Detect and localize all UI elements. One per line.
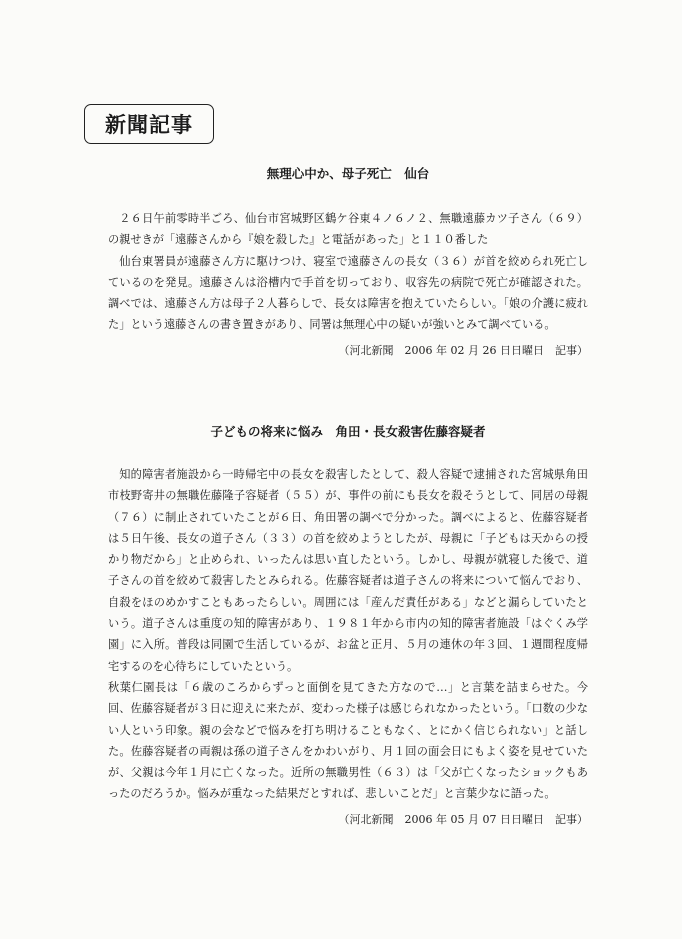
section-heading: 新聞記事 [84,104,214,144]
article-1-paragraph: ２６日午前零時半ごろ、仙台市宮城野区鶴ケ谷東４ノ６ノ２、無職遠藤カツ子さん（６９）の親せきが「遠藤さんから『娘を殺した』と電話があった」と１１０番した [108,212,588,247]
article-2 [108,422,588,827]
article-1-paragraph: 仙台東署員が遠藤さん方に駆けつけ、寝室で遠藤さんの長女（３６）が首を絞められ死亡しているのを発見。遠藤さんは浴槽内で手首を切っており、収容先の病院で死亡が確認された。調べでは、遠藤さん方は母子２人暮らしで、長女は障害を抱えていたらしい。「娘の介護に疲れた」という遠藤さんの書き置きがあり、同署は無理心中の疑いが強いとみて調べている。 [108,254,588,332]
article-1-credit: （河北新聞 2006 年 02 月 26 日日曜日 記事） [338,343,588,357]
article-2-paragraph: 知的障害者施設から一時帰宅中の長女を殺害したとして、殺人容疑で逮捕された宮城県角田市枝野寄井の無職佐藤隆子容疑者（５５）が、事件の前にも長女を殺そうとして、同居の母親（７６）に制止されていたことが６日、角田署の調べで分かった。調べによると、佐藤容疑者は５日午後、長女の道子さん（３３）の首を絞めようとしたが、母親に「子どもは天からの授かり物だから」と止められ、いったんは思い直したという。しかし、母親が就寝した後で、道子さんの首を絞めて殺害したとみられる。佐藤容疑者は道子さんの将来について悩んでおり、自殺をほのめかすこともあったらしい。周囲には「産んだ責任がある」などと漏らしていたという。道子さんは重度の知的障害があり、１９８１年から市内の知的障害者施設「はぐくみ学園」に入所。普段は同園で生活しているが、お盆と正月、５月の連休の年３回、１週間程度帰宅するのを心待ちにしていたという。 [108,468,588,673]
article-2-title: 子どもの将来に悩み 角田・長女殺害佐藤容疑者 [210,424,486,439]
article-2-paragraph: 秋葉仁園長は「６歳のころからずっと面倒を見てきた方なので…」と言葉を詰まらせた。今回、佐藤容疑者が３日に迎えに来たが、変わった様子は感じられなかったという。「口数の少ない人という印象。親の会などで悩みを打ち明けることもなく、とにかく信じられない」と話した。佐藤容疑者の両親は孫の道子さんをかわいがり、月１回の面会日にもよく姿を見せていたが、父親は今年１月に亡くなった。近所の無職男性（６３）は「父が亡くなったショックもあったのだろうか。悩みが重なった結果だとすれば、悲しいことだ」と言葉少なに語った。 [108,680,588,801]
article-1 [108,164,588,358]
article-1-title: 無理心中か、母子死亡 仙台 [266,166,430,181]
article-2-credit: （河北新聞 2006 年 05 月 07 日日曜日 記事） [338,812,588,826]
